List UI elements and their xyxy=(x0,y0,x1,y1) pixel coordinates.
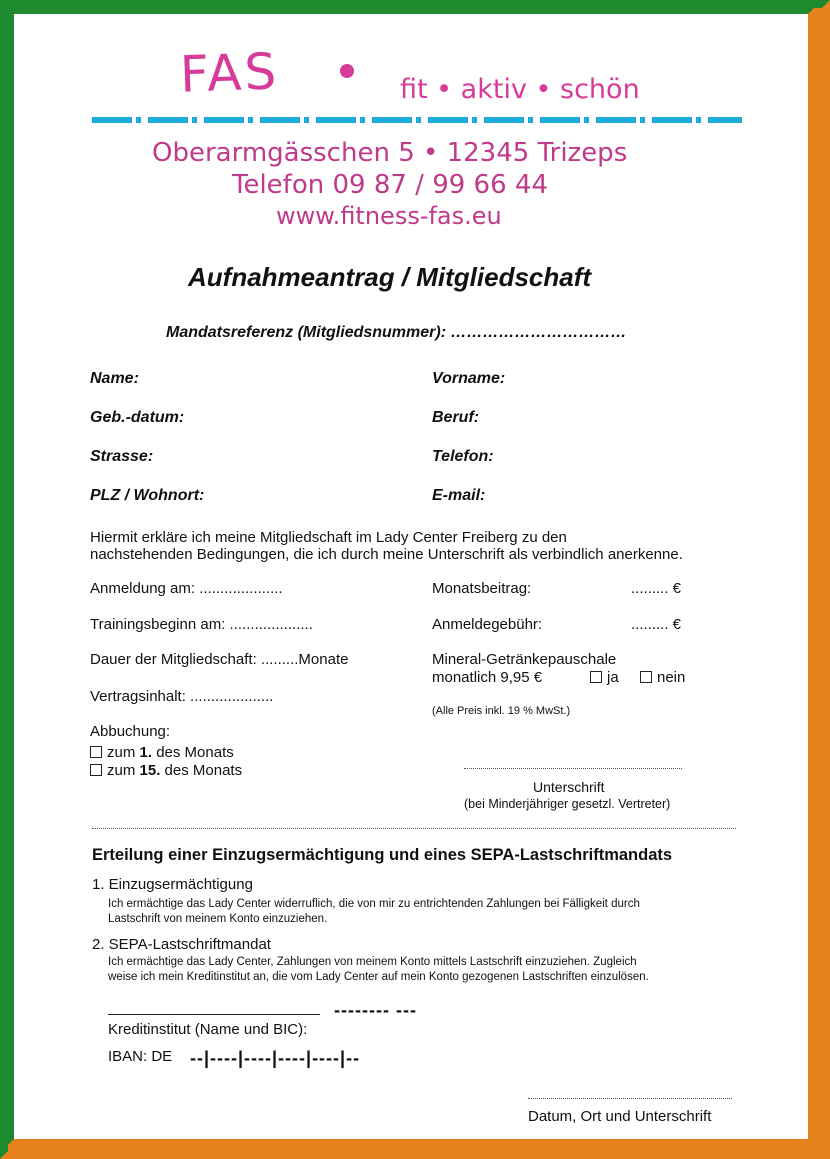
dot-segment xyxy=(584,117,589,123)
price-note: (Alle Preis inkl. 19 % MwSt.) xyxy=(432,705,571,717)
dash-segment xyxy=(484,117,524,123)
option-yes[interactable]: ja xyxy=(590,669,619,686)
option-no[interactable]: nein xyxy=(640,669,685,686)
debit-option-15th[interactable]: zum 15. des Monats xyxy=(90,762,242,779)
dot-segment xyxy=(304,117,309,123)
dash-segment xyxy=(652,117,692,123)
sepa-text-1b: Lastschrift von meinem Konto einzuziehen. xyxy=(108,913,328,925)
field-phone[interactable]: Telefon: xyxy=(432,448,494,465)
field-membership-duration[interactable]: Dauer der Mitgliedschaft: .........Monate xyxy=(90,651,349,668)
sepa-text-1a: Ich ermächtige das Lady Center widerruflich, die von mir zu entrichtenden Zahlungen bei Fälligkeit durch xyxy=(108,898,640,910)
address-street: Oberarmgässchen 5 • 12345 Trizeps xyxy=(152,138,628,168)
iban-field[interactable]: --|----|----|----|----|-- xyxy=(190,1048,361,1068)
dot-segment xyxy=(640,117,645,123)
date-signature-line[interactable] xyxy=(528,1098,732,1099)
address-web: www.fitness-fas.eu xyxy=(276,202,502,230)
checkbox-1st[interactable] xyxy=(90,746,102,758)
address-phone: Telefon 09 87 / 99 66 44 xyxy=(232,170,548,200)
sepa-text-2a: Ich ermächtige das Lady Center, Zahlungen von meinem Konto mittels Lastschrift einzuziehen. Zugleich xyxy=(108,956,637,968)
dash-segment xyxy=(708,117,742,123)
debit-option-1st[interactable]: zum 1. des Monats xyxy=(90,744,234,761)
dot-segment xyxy=(136,117,141,123)
sepa-heading-1: 1. Einzugsermächtigung xyxy=(92,876,253,893)
field-birthdate[interactable]: Geb.-datum: xyxy=(90,409,185,426)
bic-field[interactable]: -------- --- xyxy=(334,1000,417,1020)
bank-label: Kreditinstitut (Name und BIC): xyxy=(108,1021,308,1038)
dash-segment xyxy=(260,117,300,123)
dash-segment xyxy=(148,117,188,123)
section-divider xyxy=(92,828,736,829)
declaration-line2: nachstehenden Bedingungen, die ich durch meine Unterschrift als verbindlich anerkenne. xyxy=(90,546,683,563)
registration-fee-label: Anmeldegebühr: xyxy=(432,616,543,633)
field-profession[interactable]: Beruf: xyxy=(432,409,480,426)
monthly-fee-label: Monatsbeitrag: xyxy=(432,580,532,597)
dot-segment xyxy=(360,117,365,123)
logo-slogan: fit • aktiv • schön xyxy=(400,74,640,105)
mandate-reference: Mandatsreferenz (Mitgliedsnummer): …………………………… xyxy=(166,324,627,341)
field-firstname[interactable]: Vorname: xyxy=(432,370,506,387)
dash-segment xyxy=(204,117,244,123)
dash-segment xyxy=(596,117,636,123)
signature-line[interactable] xyxy=(464,768,682,769)
dot-segment xyxy=(192,117,197,123)
sepa-text-2b: weise ich mein Kreditinstitut an, die vom Lady Center auf mein Konto gezogenen Lastschriften einzulösen. xyxy=(108,971,649,983)
dash-segment xyxy=(428,117,468,123)
checkbox-no[interactable] xyxy=(640,671,652,683)
date-signature-label: Datum, Ort und Unterschrift xyxy=(528,1108,712,1125)
field-training-start[interactable]: Trainingsbeginn am: .................... xyxy=(90,616,313,633)
field-contract[interactable]: Vertragsinhalt: .................... xyxy=(90,688,274,705)
dot-segment xyxy=(248,117,253,123)
dot-segment xyxy=(696,117,701,123)
monthly-fee-value[interactable]: ......... € xyxy=(631,580,682,597)
dot-segment xyxy=(416,117,421,123)
checkbox-15th[interactable] xyxy=(90,764,102,776)
dash-segment xyxy=(92,117,132,123)
logo-dot xyxy=(340,64,354,78)
dash-segment xyxy=(316,117,356,123)
dash-segment xyxy=(540,117,580,123)
checkbox-yes[interactable] xyxy=(590,671,602,683)
page-title: Aufnahmeantrag / Mitgliedschaft xyxy=(188,262,592,292)
field-city[interactable]: PLZ / Wohnort: xyxy=(90,487,205,504)
registration-fee-value[interactable]: ......... € xyxy=(631,616,682,633)
declaration-line1: Hiermit erkläre ich meine Mitgliedschaft im Lady Center Freiberg zu den xyxy=(90,529,567,546)
sepa-heading-2: 2. SEPA-Lastschriftmandat xyxy=(92,936,271,953)
dot-segment xyxy=(472,117,477,123)
dash-segment xyxy=(372,117,412,123)
field-street[interactable]: Strasse: xyxy=(90,448,154,465)
field-registration-date[interactable]: Anmeldung am: .................... xyxy=(90,580,283,597)
signature-note: (bei Minderjähriger gesetzl. Vertreter) xyxy=(464,797,671,811)
field-name[interactable]: Name: xyxy=(90,370,139,387)
mineral-drinks-price: monatlich 9,95 € xyxy=(432,669,543,686)
iban-label: IBAN: DE xyxy=(108,1048,173,1065)
field-email[interactable]: E-mail: xyxy=(432,487,486,504)
logo-brand: FAS xyxy=(179,42,281,104)
signature-label: Unterschrift xyxy=(533,779,605,795)
mineral-drinks-label: Mineral-Getränkepauschale xyxy=(432,651,617,668)
debit-label: Abbuchung: xyxy=(90,723,171,740)
decorative-dash-bar xyxy=(92,117,742,123)
sepa-title: Erteilung einer Einzugsermächtigung und eines SEPA-Lastschriftmandats xyxy=(92,846,673,864)
bank-name-line[interactable] xyxy=(108,1014,320,1015)
dot-segment xyxy=(528,117,533,123)
